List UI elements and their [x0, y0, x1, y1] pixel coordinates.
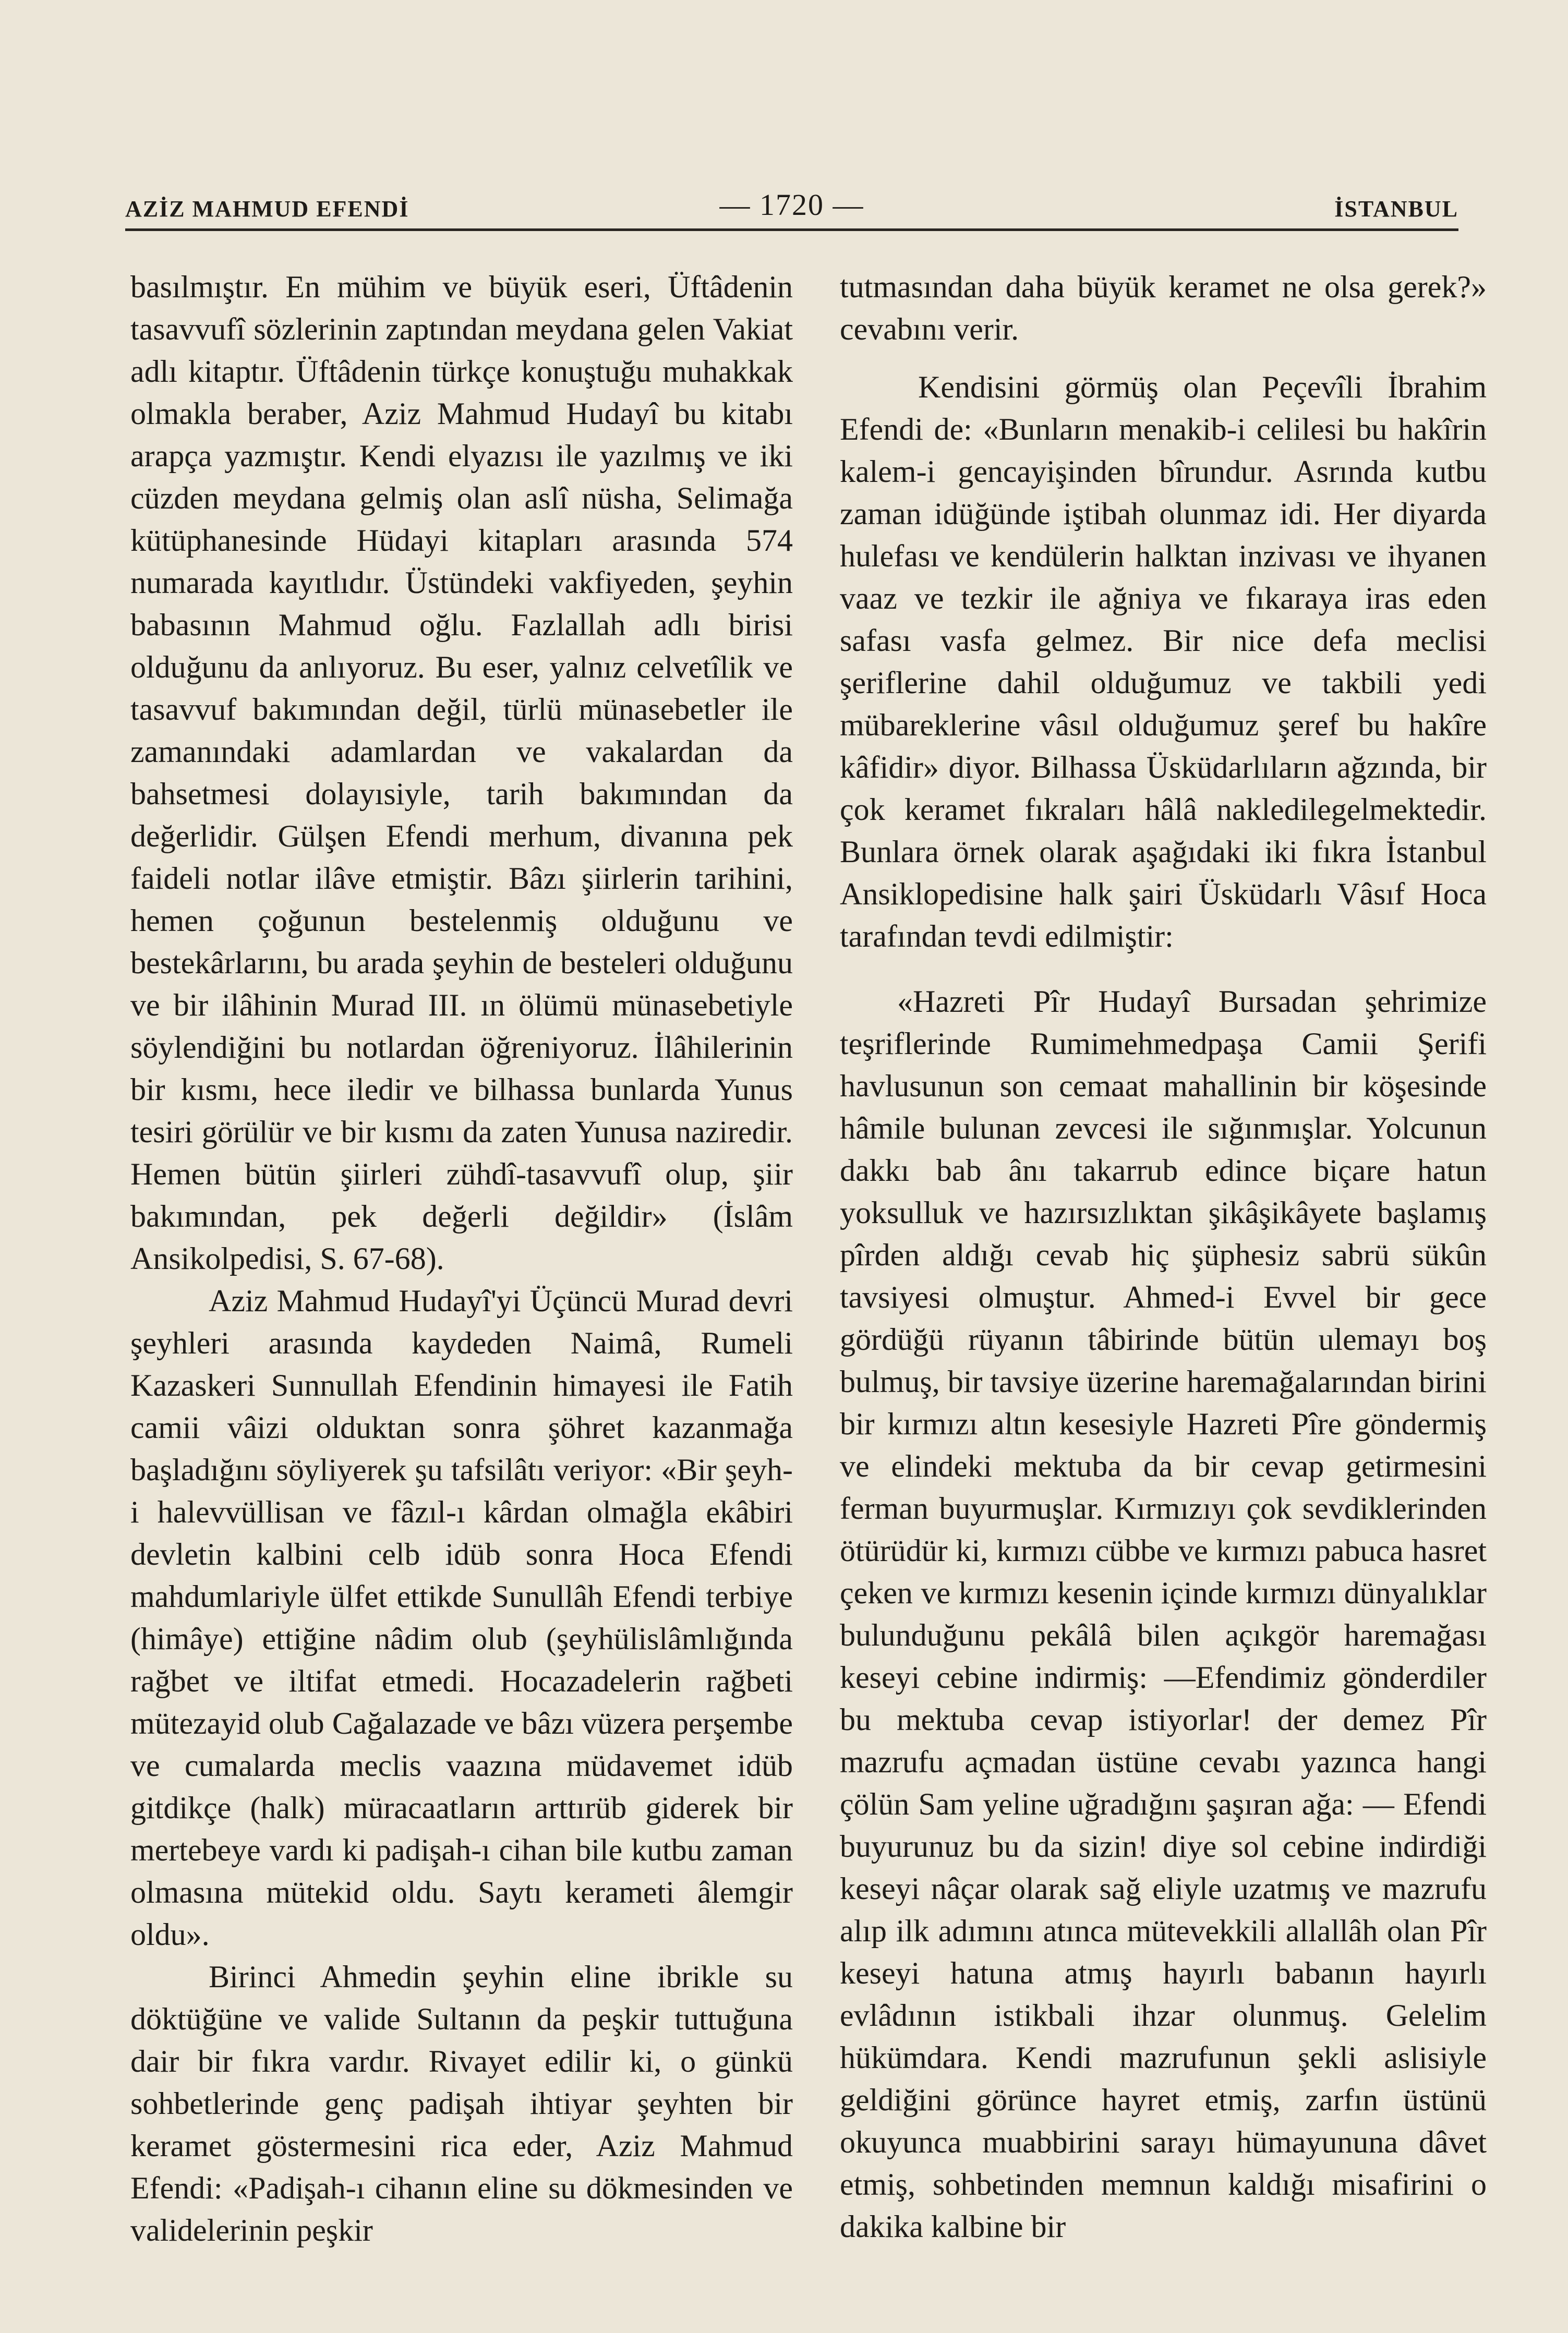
right-column [840, 266, 1487, 2248]
header-section: İSTANBUL [1334, 196, 1458, 222]
quoted-paragraph: «Hazreti Pîr Hudayî Bursadan şehrimize teşriflerinde Rumimehmedpaşa Camii Şerifi havlusunun son cemaat mahallinin bir köşesinde hâmile bulunan zevcesi ile sığınmışlar. Yolcunun dakkı bab ânı takarrub edince biçare hatun yoksulluk ve hazırsızlıktan şikâşikâyete başlamış pîrden aldığı cevab hiç şüphesiz sabrü sükûn tavsiyesi olmuştur. Ahmed-i Evvel bir gece gördüğü rüyanın tâbirinde bütün ulemayı boş bulmuş, bir tavsiye üzerine haremağalarından birini bir kırmızı altın kesesiyle Hazreti Pîre göndermiş ve elindeki mektuba da bir cevap getirmesini ferman buyurmuşlar. Kırmızıyı çok sevdiklerinden ötürüdür ki, kırmızı cübbe ve kırmızı pabuca hasret çeken ve kırmızı kesenin içinde kırmızı dünyalıklar bulunduğunu pekâlâ bilen açıkgör haremağası keseyi cebine indirmiş: —Efendimiz gönderdiler bu mektuba cevap istiyorlar! der demez Pîr mazrufu açmadan üstüne cevabı yazınca hangi çölün Sam yeline uğradığını şaşıran ağa: — Efendi buyurunuz bu da sizin! diye sol cebine indirdiği keseyi nâçar olarak sağ eliyle uzatmış ve mazrufu alıp ilk adımını atınca mütevekkili allallâh olan Pîr keseyi hatuna atmış hayırlı babanın hayırlı evlâdının istikbali ihzar olunmuş. Gelelim hükümdara. Kendi mazrufunun şekli aslisiyle geldiğini görünce hayret etmiş, zarfın üstünü okuyunca muabbirini sarayı hümayununa dâvet etmiş, sohbetinden memnun kaldığı misafirini o dakika kalbine bir [840, 984, 1487, 2244]
paragraph: Aziz Mahmud Hudayî'yi Üçüncü Murad devri şeyhleri arasında kaydeden Naimâ, Rumeli Kazaskeri Sunnullah Efendinin himayesi ile Fatih camii vâizi olduktan sonra şöhret kazanmağa başladığını söyliyerek şu tafsilâtı veriyor: «Bir şeyh-i halevvüllisan ve fâzıl-ı kârdan olmağla ekâbiri devletin kalbini celb idüb sonra Hoca Efendi mahdumlariyle ülfet ettikde Sunullâh Efendi terbiye (himâye) ettiğine nâdim olub (şeyhülislâmlığında rağbet ve iltifat etmedi. Hocazadelerin rağbeti mütezayid olub Cağalazade ve bâzı vüzera perşembe ve cumalarda meclis vaazına müdavemet idüb gitdikçe (halk) müracaatların arttırüb giderek bir mertebeye vardı ki padişah-ı cihan bile kutbu zaman olmasına mütekid oldu. Saytı kerameti âlemgir oldu». [130, 1284, 793, 1952]
paragraph: tutmasından daha büyük keramet ne olsa gerek?» cevabını verir. [840, 270, 1487, 346]
paragraph: Kendisini görmüş olan Peçevîli İbrahim Efendi de: «Bunların menakib-i celilesi bu hakîrin kalem-i gencayişinden bîrundur. Asrında kutbu zaman idüğünde iştibah olunmaz idi. Her diyarda hulefası ve kendülerin halktan inzivası ve ihyanen vaaz ve tezkir ile ağniya ve fıkaraya iras eden safası vasfa gelmez. Bir nice defa meclisi şeriflerine dahil olduğumuz ve takbili yedi mübareklerine vâsıl olduğumuz şeref bu hakîre kâfidir» diyor. Bilhassa Üsküdarlıların ağzında, bir çok keramet fıkraları hâlâ nakledilegelmektedir. Bunlara örnek olarak aşağıdaki iki fıkra İstanbul Ansiklopedisine halk şairi Üsküdarlı Vâsıf Hoca tarafından tevdi edilmiştir: [840, 370, 1487, 953]
running-header [125, 188, 1458, 229]
paragraph: Birinci Ahmedin şeyhin eline ibrikle su döktüğüne ve valide Sultanın da peşkir tuttuğuna dair bir fıkra vardır. Rivayet edilir ki, o günkü sohbetlerinde genç padişah ihtiyar şeyhten bir keramet göstermesini rica eder, Aziz Mahmud Efendi: «Padişah-ı cihanın eline su dökmesinden ve validelerinin peşkir [130, 1960, 793, 2247]
header-author: AZİZ MAHMUD EFENDİ [125, 196, 409, 222]
page-number: — 1720 — [719, 188, 864, 222]
header-rule [125, 228, 1458, 231]
paragraph: basılmıştır. En mühim ve büyük eseri, Üftâdenin tasavvufî sözlerinin zaptından meydana gelen Vakiat adlı kitaptır. Üftâdenin türkçe konuştuğu muhakkak olmakla beraber, Aziz Mahmud Hudayî bu kitabı arapça yazmıştır. Kendi elyazısı ile yazılmış ve iki cüzden meydana gelmiş olan aslî nüsha, Selimağa kütüphanesinde Hüdayi kitapları arasında 574 numarada kayıtlıdır. Üstündeki vakfiyeden, şeyhin babasının Mahmud oğlu. Fazlallah adlı birisi olduğunu da anlıyoruz. Bu eser, yalnız celvetîlik ve tasavvuf bakımından değil, türlü münasebetler ile zamanındaki adamlardan ve vakalardan da bahsetmesi dolayısiyle, tarih bakımından da değerlidir. Gülşen Efendi merhum, divanına pek faideli notlar ilâve etmiştir. Bâzı şiirlerin tarihini, hemen çoğunun bestelenmiş olduğunu ve bestekârlarını, bu arada şeyhin de besteleri olduğunu ve bir ilâhinin Murad III. ın ölümü münasebetiyle söylendiğini bu notlardan öğreniyoruz. İlâhilerinin bir kısmı, hece iledir ve bilhassa bunlarda Yunus tesiri görülür ve bir kısmı da zaten Yunusa naziredir. Hemen bütün şiirleri zühdî-tasavvufî olup, şiir bakımından, pek değerli değildir» (İslâm Ansikolpedisi, S. 67-68). [130, 270, 793, 1276]
left-column [130, 266, 793, 2252]
